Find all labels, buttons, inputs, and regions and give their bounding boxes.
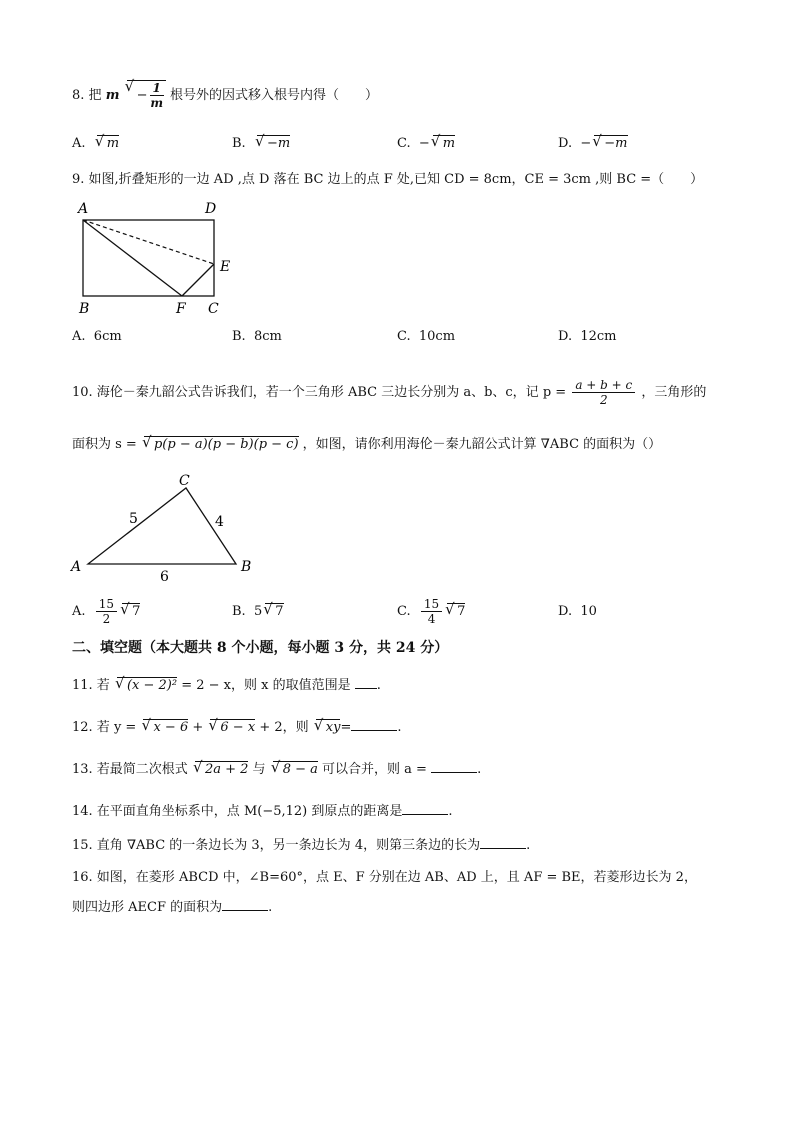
side-ac-length: 5 [129,511,138,527]
label-b: B [241,559,252,575]
q13-answer-blank[interactable] [431,760,477,773]
q14-answer-blank[interactable] [402,802,448,815]
q9-option-b[interactable]: B. 8cm [232,329,282,344]
label-f: F [176,301,186,317]
q10-p-fraction: $\frac{a + b + c}{2}$ [572,378,635,407]
q8-suffix: 根号外的因式移入根号内得（ ） [170,88,379,103]
q11-radical: √ (x − 2)² [117,677,177,694]
side-ab-length: 6 [160,569,169,585]
q9-figure [70,196,250,318]
q10-option-a[interactable]: A. $\frac{15}{2}$ √ 7 [72,594,140,630]
label-d: D [205,201,217,217]
segment-ae-dashed [83,220,214,264]
label-a: A [71,559,82,575]
q8-option-d[interactable]: D. −√ −m [558,133,628,155]
q15-answer-blank[interactable] [480,836,526,849]
q10-option-d[interactable]: D. 10 [558,604,597,619]
question-16-line1: 16. 如图，在菱形 ABCD 中，∠B=60°，点 E、F 分别在边 AB、AD 上，且 AF = BE，若菱形边长为 2， [72,870,697,885]
q8-fraction: $\frac{1}{m}$ [150,81,164,110]
q9-option-a[interactable]: A. 6cm [72,329,122,344]
q10-options [72,594,752,630]
q8-number: 8. [72,88,85,103]
q11-answer-blank[interactable] [355,676,377,689]
q13-radical-1: √ 2a + 2 [195,761,248,778]
question-9: 9. 如图,折叠矩形的一边 AD ,点 D 落在 BC 边上的点 F 处,已知 CD = 8cm，CE = 3cm ,则 BC =（ ） [72,172,704,187]
rectangle-abcd [83,220,214,296]
q9-option-c[interactable]: C. 10cm [397,329,456,344]
label-e: E [220,259,231,275]
question-15: 15. 直角 ∇ABC 的一条边长为 3，另一条边长为 4，则第三条边的长为 . [72,838,531,853]
q10-option-c[interactable]: C. $\frac{15}{4}$ √ 7 [397,594,465,630]
question-13: 13. 若最简二次根式 √ 2a + 2 与 √ 8 − a 可以合并，则 a = . [72,758,754,782]
q13-radical-2: √ 8 − a [273,761,318,778]
question-12: 12. 若 y = √ x − 6 + √ 6 − x + 2，则 √ xy= . [72,716,754,740]
q10-heron-radical: √ p(p − a)(p − b)(p − c) [144,436,299,453]
question-11: 11. 若 √ (x − 2)² = 2 − x，则 x 的取值范围是 . [72,674,754,698]
q16-answer-blank[interactable] [222,898,268,911]
q10-triangle-figure [66,470,266,585]
q12-answer-blank[interactable] [351,718,397,731]
q12-radical-xy: √ xy [316,719,341,736]
section-2-heading: 二、填空题（本大题共 8 个小题，每小题 3 分，共 24 分） [72,640,449,656]
q12-radical-2: √ 6 − x [210,719,255,736]
q8-option-c[interactable]: C. −√ m [397,133,455,155]
label-c: C [179,473,190,489]
question-14: 14. 在平面直角坐标系中，点 M(−5,12) 到原点的距离是 . [72,804,453,819]
q8-prefix: 把 [88,88,102,103]
q8-factor: m [105,88,120,103]
q8-options [72,133,752,155]
q8-option-b[interactable]: B. √ −m [232,133,290,155]
q8-option-a[interactable]: A. √ m [72,133,119,155]
label-b: B [79,301,90,317]
q9-options [72,326,752,348]
side-bc-length: 4 [215,514,224,530]
question-8 [72,80,754,110]
q10-option-b[interactable]: B. 5√ 7 [232,594,284,630]
label-a: A [78,201,89,217]
segment-af [83,220,182,296]
label-c: C [208,301,219,317]
question-10-line2: 面积为 s = √ p(p − a)(p − b)(p − c) ，如图，请你利用海伦－秦九韶公式计算 ∇ABC 的面积为（） [72,432,754,458]
triangle-abc [88,488,236,564]
question-10-line1: 10. 海伦－秦九韶公式告诉我们，若一个三角形 ABC 三边长分别为 a、b、c，记 p = $\frac{a + b + c}{2}$ ，三角形的 [72,378,707,407]
q8-radical: √ − $\frac{1}{m}$ [127,80,166,110]
q9-option-d[interactable]: D. 12cm [558,329,617,344]
q12-radical-1: √ x − 6 [143,719,188,736]
question-16-line2: 则四边形 AECF 的面积为 . [72,900,273,915]
segment-fe [182,264,214,296]
